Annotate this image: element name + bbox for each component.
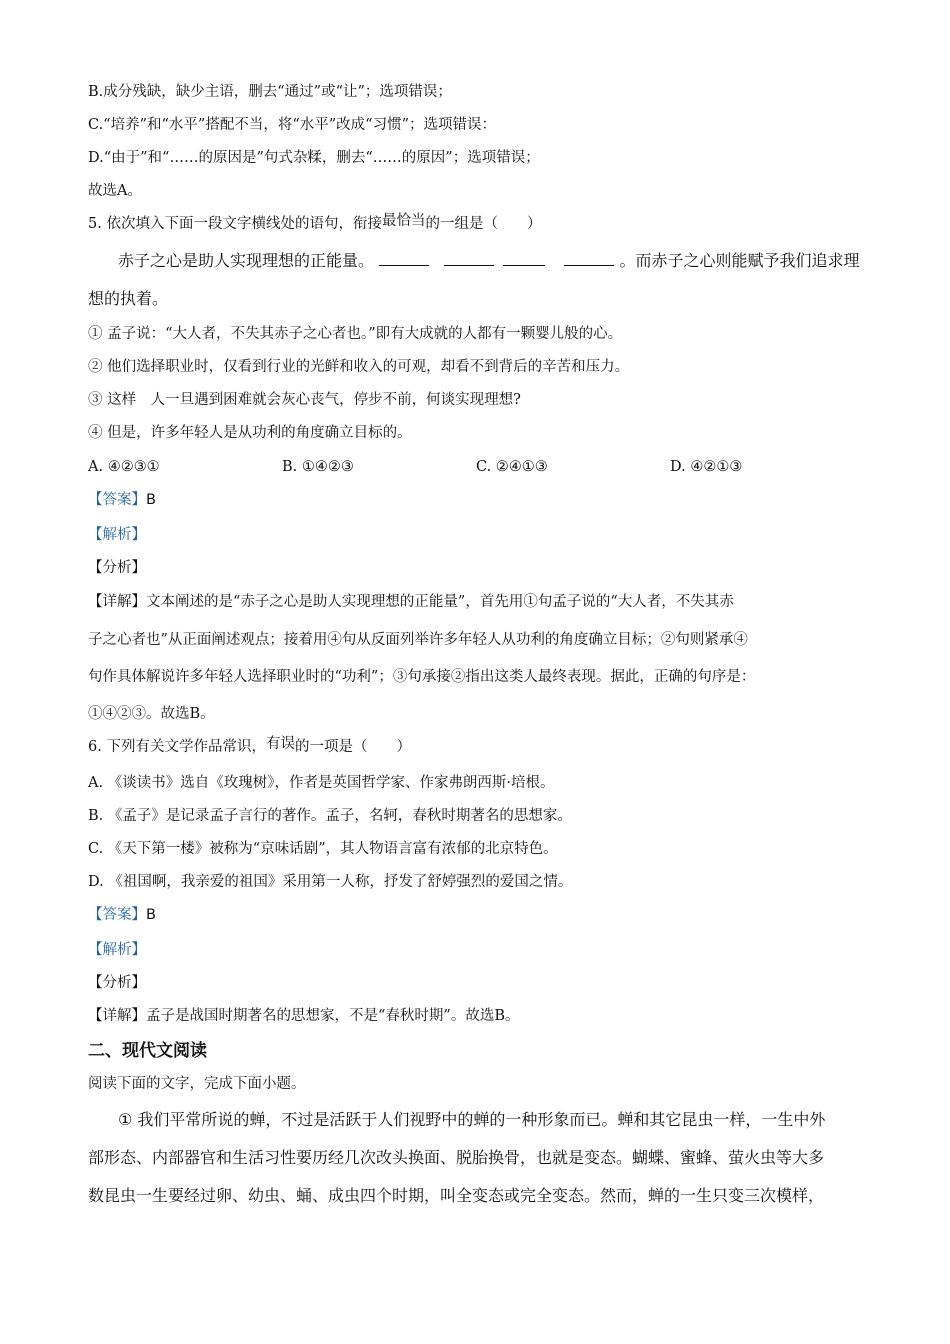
passage-line-3: 数昆虫一生要经过卵、幼虫、蛹、成虫四个时期，叫全变态或完全变态。然而，蝉的一生只变三次模样，: [88, 1186, 825, 1205]
q5-stem-emphasis: 最恰当: [381, 213, 426, 229]
q6-analysis-tag: 【解析】: [88, 942, 146, 958]
q4-conclusion: 故选A。: [88, 183, 142, 199]
q5-blank-3: [503, 251, 545, 266]
q5-passage-start: 赤子之心是助人实现理想的正能量。: [118, 251, 375, 270]
q6-stem-emphasis: 有误: [265, 736, 295, 752]
q5-passage-line2: 想的执着。: [88, 289, 169, 308]
q5-detail-tag: 【详解】: [88, 594, 146, 610]
q4-option-d-explanation: D.“由于”和“……的原因是”句式杂糅，删去“……的原因”；选项错误；: [88, 150, 540, 166]
q6-answer-tag: 【答案】: [88, 907, 146, 923]
q5-passage-end: 。而赤子之心则能赋予我们追求理: [619, 251, 860, 270]
q5-blank-1: [379, 251, 429, 266]
q6-option-a: A. 《谈读书》选自《玫瑰树》，作者是英国哲学家、作家弗朗西斯·培根。: [88, 775, 555, 791]
q5-stem: [88, 214, 541, 234]
q5-detail-line1: [88, 592, 734, 612]
q5-answer-tag: 【答案】: [88, 492, 146, 508]
q5-answer-value: B: [146, 492, 156, 508]
q5-detail-text-1: 文本阐述的是“赤子之心是助人实现理想的正能量”，首先用①句孟子说的“大人者，不失其赤: [146, 594, 734, 610]
q5-passage-line1: [118, 251, 860, 271]
q5-option-b: B. ①④②③: [282, 459, 354, 475]
q6-detail: [88, 1006, 519, 1026]
q6-stem-suffix: 的一项是（ ）: [294, 739, 411, 755]
q5-option-c: C. ②④①③: [476, 459, 548, 475]
q5-stem-prefix: 5. 依次填入下面一段文字横线处的语句，衔接: [88, 216, 382, 232]
q5-item-2: ② 他们选择职业时，仅看到行业的光鲜和收入的可观，却看不到背后的辛苦和压力。: [88, 359, 630, 375]
q4-option-b-explanation: B.成分残缺，缺少主语，删去“通过”或“让”；选项错误；: [88, 84, 452, 100]
q5-blank-4: [564, 251, 614, 266]
q5-detail-line4: ①④②③。故选B。: [88, 706, 215, 722]
q5-analysis-tag: 【解析】: [88, 527, 146, 543]
passage-line-1: ① 我们平常所说的蝉，不过是活跃于人们视野中的蝉的一种形象而已。蝉和其它昆虫一样，一生中外: [118, 1110, 826, 1129]
q6-stem: [88, 737, 411, 757]
q6-stem-prefix: 6. 下列有关文学作品常识，: [88, 739, 266, 755]
q6-option-d: D. 《祖国啊，我亲爱的祖国》采用第一人称，抒发了舒婷强烈的爱国之情。: [88, 874, 573, 890]
q6-fenxi-tag: 【分析】: [88, 975, 146, 991]
q6-detail-text: 孟子是战国时期著名的思想家，不是“春秋时期”。故选B。: [146, 1008, 520, 1024]
q5-item-4: ④ 但是，许多年轻人是从功利的角度确立目标的。: [88, 425, 412, 441]
q5-answer: [88, 490, 156, 510]
q6-option-b: B. 《孟子》是记录孟子言行的著作。孟子，名轲，春秋时期著名的思想家。: [88, 808, 572, 824]
q5-detail-line3: 句作具体解说许多年轻人选择职业时的“功利”；③句承接②指出这类人最终表现。据此，正确的句序是：: [88, 669, 756, 685]
q6-option-c: C. 《天下第一楼》被称为“京味话剧”，其人物语言富有浓郁的北京特色。: [88, 841, 558, 857]
q5-detail-line2: 子之心者也”从正面阐述观点；接着用④句从反面列举许多年轻人从功利的角度确立目标；②句则紧承④: [88, 632, 748, 648]
passage-line-2: 部形态、内部器官和生活习性要历经几次改头换面、脱胎换骨，也就是变态。蝴蝶、蜜蜂、萤火虫等大多: [88, 1148, 825, 1167]
q6-answer-value: B: [146, 907, 156, 923]
section-heading: 二、现代文阅读: [88, 1041, 207, 1061]
q5-option-a: A. ④②③①: [88, 459, 160, 475]
q5-stem-suffix: 的一组是（ ）: [425, 216, 542, 232]
q6-detail-tag: 【详解】: [88, 1008, 146, 1024]
q5-blank-2: [444, 251, 494, 266]
q5-fenxi-tag: 【分析】: [88, 560, 146, 576]
section-instruction: 阅读下面的文字，完成下面小题。: [88, 1076, 306, 1092]
q5-option-d: D. ④②①③: [670, 459, 743, 475]
q5-item-3: ③ 这样 人一旦遇到困难就会灰心丧气，停步不前，何谈实现理想?: [88, 392, 521, 408]
q4-option-c-explanation: C.“培养”和“水平”搭配不当，将“水平”改成“习惯”；选项错误：: [88, 117, 496, 133]
q6-answer: [88, 905, 156, 925]
q5-item-1: ① 孟子说：“大人者，不失其赤子之心者也。”即有大成就的人都有一颗婴儿般的心。: [88, 326, 623, 342]
